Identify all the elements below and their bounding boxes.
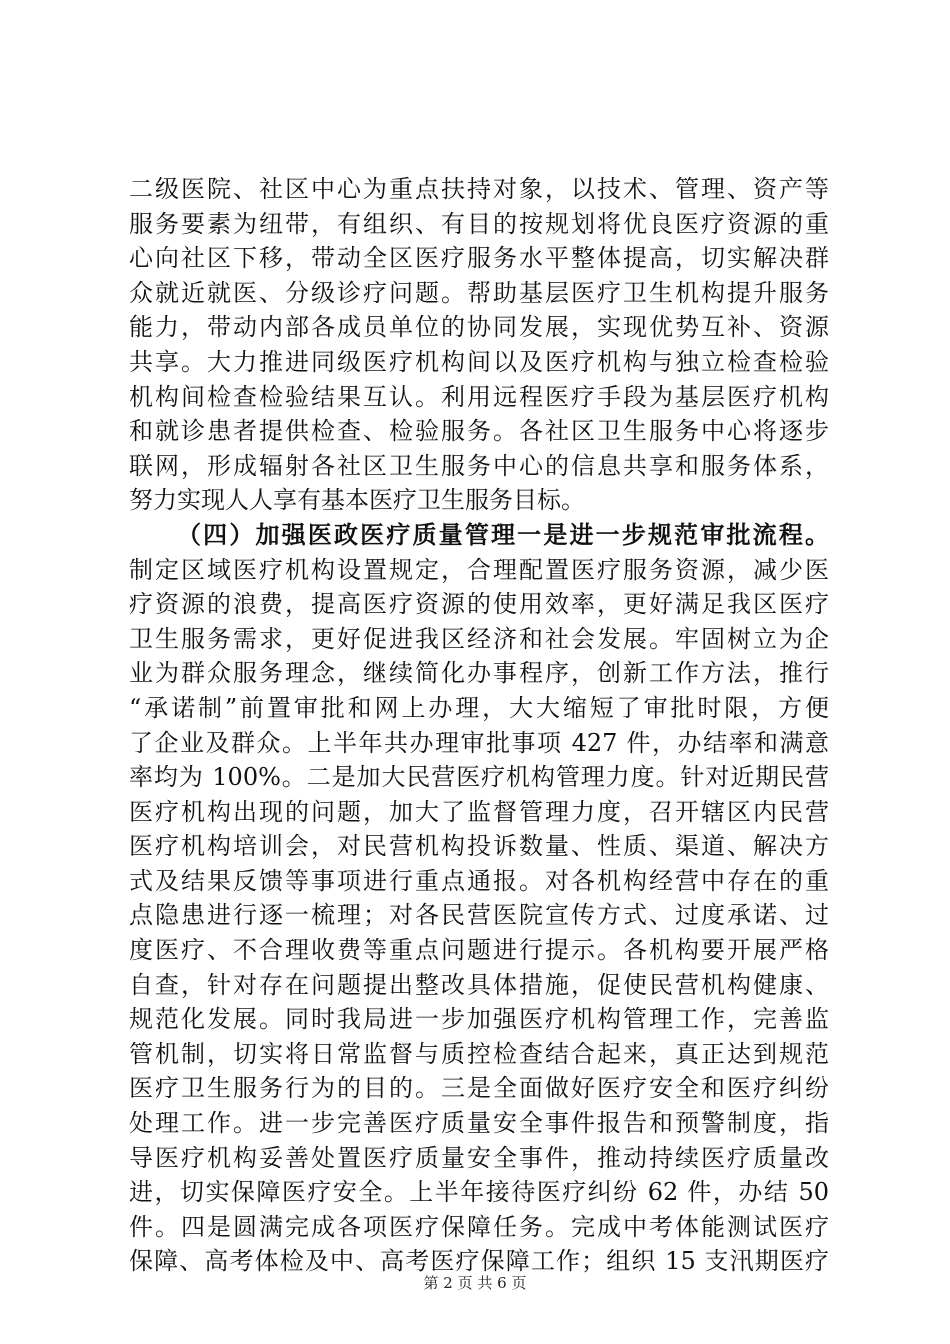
text-line: 和就诊患者提供检查、检验服务。各社区卫生服务中心将逐步 xyxy=(129,417,829,446)
text-line: 式及结果反馈等事项进行重点通报。对各机构经营中存在的重 xyxy=(129,866,829,895)
text-line: 医疗卫生服务行为的目的。三是全面做好医疗安全和医疗纠纷 xyxy=(129,1074,829,1103)
text-line: “承诺制”前置审批和网上办理，大大缩短了审批时限，方便 xyxy=(129,693,829,722)
text-line: 众就近就医、分级诊疗问题。帮助基层医疗卫生机构提升服务 xyxy=(129,278,829,307)
text-line: 联网，形成辐射各社区卫生服务中心的信息共享和服务体系， xyxy=(129,451,829,480)
text-line: 保障、高考体检及中、高考医疗保障工作；组织 15 支汛期医疗 xyxy=(129,1247,829,1276)
text-line: 医疗机构培训会，对民营机构投诉数量、性质、渠道、解决方 xyxy=(129,832,829,861)
text-line: 点隐患进行逐一梳理；对各民营医院宣传方式、过度承诺、过 xyxy=(129,901,829,930)
page-number-footer: 第 2 页 共 6 页 xyxy=(423,1274,527,1292)
text-line: 件。四是圆满完成各项医疗保障任务。完成中考体能测试医疗 xyxy=(129,1212,829,1241)
text-line: 机构间检查检验结果互认。利用远程医疗手段为基层医疗机构 xyxy=(129,382,829,411)
text-line: 心向社区下移，带动全区医疗服务水平整体提高，切实解决群 xyxy=(129,244,829,273)
text-line: 处理工作。进一步完善医疗质量安全事件报告和预警制度，指 xyxy=(129,1109,829,1138)
text-line: 共享。大力推进同级医疗机构间以及医疗机构与独立检查检验 xyxy=(129,347,829,376)
text-line: 二级医院、社区中心为重点扶持对象，以技术、管理、资产等 xyxy=(129,175,829,203)
text-line: 度医疗、不合理收费等重点问题进行提示。各机构要开展严格 xyxy=(129,936,829,965)
text-line: 制定区域医疗机构设置规定，合理配置医疗服务资源，减少医 xyxy=(129,555,829,584)
text-line: 导医疗机构妥善处置医疗质量安全事件，推动持续医疗质量改 xyxy=(129,1143,829,1172)
text-line: 率均为 100%。二是加大民营医疗机构管理力度。针对近期民营 xyxy=(129,763,829,792)
text-line: 自查，针对存在问题提出整改具体措施，促使民营机构健康、 xyxy=(129,970,829,999)
text-line: 规范化发展。同时我局进一步加强医疗机构管理工作，完善监 xyxy=(129,1005,829,1034)
text-line: 能力，带动内部各成员单位的协同发展，实现优势互补、资源 xyxy=(129,313,829,342)
text-line: 进，切实保障医疗安全。上半年接待医疗纠纷 62 件，办结 50 xyxy=(129,1178,829,1207)
text-line: 业为群众服务理念，继续简化办事程序，创新工作方法，推行 xyxy=(129,659,829,688)
text-line: 疗资源的浪费，提高医疗资源的使用效率，更好满足我区医疗 xyxy=(129,590,829,619)
text-line: 了企业及群众。上半年共办理审批事项 427 件，办结率和满意 xyxy=(129,728,829,757)
text-line: 努力实现人人享有基本医疗卫生服务目标。 xyxy=(129,486,585,515)
text-line: 管机制，切实将日常监督与质控检查结合起来，真正达到规范 xyxy=(129,1039,829,1068)
text-line: 医疗机构出现的问题，加大了监督管理力度，召开辖区内民营 xyxy=(129,797,829,826)
body-text xyxy=(129,172,829,1279)
text-line: 服务要素为纽带，有组织、有目的按规划将优良医疗资源的重 xyxy=(129,209,829,238)
section-heading: （四）加强医政医疗质量管理一是进一步规范审批流程。 xyxy=(177,519,829,549)
text-line: 卫生服务需求，更好促进我区经济和社会发展。牢固树立为企 xyxy=(129,624,829,653)
